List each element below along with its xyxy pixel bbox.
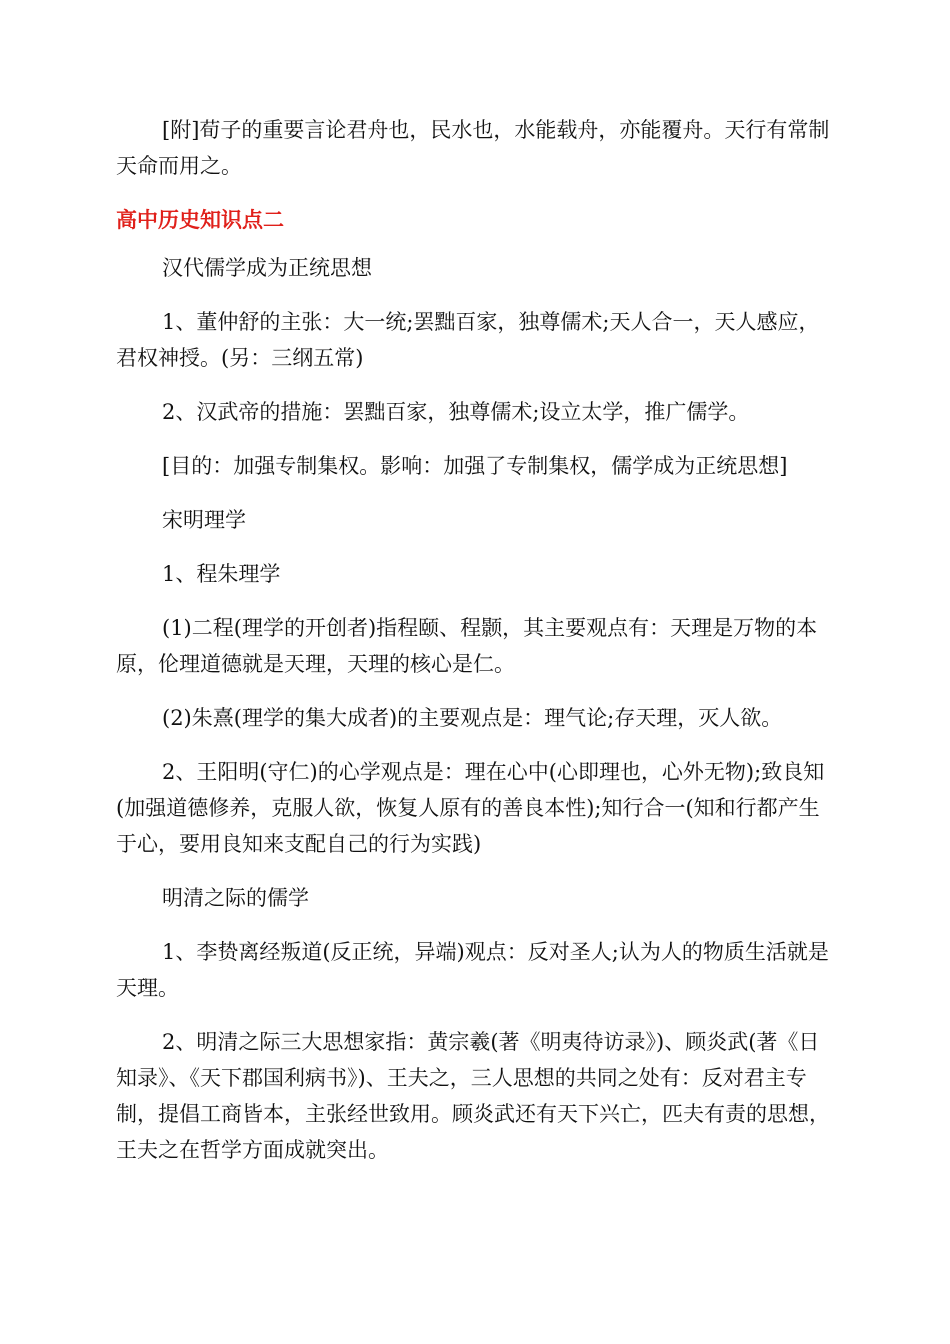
paragraph-wang-yangming: 2、王阳明(守仁)的心学观点是：理在心中(心即理也，心外无物);致良知(加强道德修养，克服人欲，恢复人原有的善良本性);知行合一(知和行都产生于心，要用良知来支配自己的行为实践) xyxy=(116,760,825,856)
paragraph-purpose: [目的：加强专制集权。影响：加强了专制集权，儒学成为正统思想] xyxy=(162,454,788,478)
paragraph-dong-zhongshu: 1、董仲舒的主张：大一统;罢黜百家，独尊儒术;天人合一，天人感应，君权神授。(另：三纲五常) xyxy=(116,310,820,370)
paragraph-xunzi: [附]荀子的重要言论君舟也，民水也，水能载舟，亦能覆舟。天行有常制天命而用之。 xyxy=(116,118,830,178)
paragraph-han-wudi: 2、汉武帝的措施：罢黜百家，独尊儒术;设立太学，推广儒学。 xyxy=(162,400,750,424)
paragraph-er-cheng: (1)二程(理学的开创者)指程颐、程颢，其主要观点有：天理是万物的本原，伦理道德就是天理，天理的核心是仁。 xyxy=(116,616,818,676)
paragraph-zhu-xi: (2)朱熹(理学的集大成者)的主要观点是：理气论;存天理，灭人欲。 xyxy=(162,706,783,730)
paragraph-li-zhi: 1、李贽离经叛道(反正统，异端)观点：反对圣人;认为人的物质生活就是天理。 xyxy=(116,940,829,1000)
paragraph-ming-qing: 明清之际的儒学 xyxy=(162,886,309,910)
section-heading: 高中历史知识点二 xyxy=(116,208,284,232)
paragraph-han-confucianism: 汉代儒学成为正统思想 xyxy=(162,256,372,280)
paragraph-three-thinkers: 2、明清之际三大思想家指：黄宗羲(著《明夷待访录》)、顾炎武(著《日知录》、《天下郡国利病书》)、王夫之，三人思想的共同之处有：反对君主专制，提倡工商皆本，主张经世致用。顾炎武还有天下兴亡，匹夫有责的思想，王夫之在哲学方面成就突出。 xyxy=(116,1030,830,1162)
paragraph-song-ming: 宋明理学 xyxy=(162,508,246,532)
paragraph-cheng-zhu: 1、程朱理学 xyxy=(162,562,281,586)
